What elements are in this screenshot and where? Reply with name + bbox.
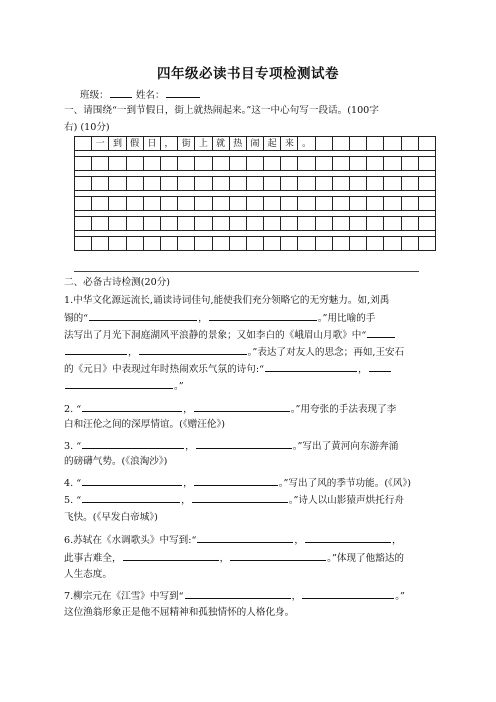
grid-cell[interactable]: 到 bbox=[109, 137, 126, 151]
grid-cell[interactable] bbox=[367, 137, 384, 151]
answer-blank[interactable] bbox=[302, 588, 394, 599]
section1-prompt-line2: 右) (10分) bbox=[64, 122, 110, 133]
grid-cell[interactable] bbox=[384, 177, 401, 191]
q1-line2: 锡的“ ， 。”用比喻的手 bbox=[64, 310, 375, 326]
answer-blank[interactable] bbox=[194, 475, 278, 486]
grid-cell[interactable] bbox=[350, 197, 367, 211]
grid-cell[interactable] bbox=[350, 157, 367, 171]
grid-cell[interactable] bbox=[264, 217, 281, 231]
grid-cell[interactable]: 一 bbox=[92, 137, 109, 151]
grid-cell[interactable] bbox=[264, 157, 281, 171]
grid-cell[interactable] bbox=[419, 197, 436, 211]
grid-cell[interactable] bbox=[75, 237, 92, 251]
grid-cell[interactable] bbox=[367, 217, 384, 231]
grid-cell[interactable] bbox=[384, 217, 401, 231]
grid-cell[interactable] bbox=[109, 237, 126, 251]
answer-blank[interactable] bbox=[139, 344, 247, 355]
q1-line5: 的《元日》中表现过年时热闹欢乐气氛的诗句:“ ， bbox=[64, 361, 392, 377]
q6-line1: 6.苏轼在《水调歌头》中写到:“ ， ， bbox=[64, 532, 402, 548]
q1-line4: ， 。”表达了对友人的思念；再如,王安石 bbox=[64, 344, 404, 360]
q4-line1: 4. “ ， 。”写出了风的季节功能。(《风》) bbox=[64, 475, 411, 491]
grid-cell[interactable] bbox=[92, 177, 109, 191]
grid-cell[interactable] bbox=[402, 217, 419, 231]
grid-cell[interactable] bbox=[213, 217, 230, 231]
grid-cell[interactable] bbox=[195, 237, 212, 251]
grid-cell[interactable]: 来 bbox=[281, 137, 298, 151]
grid-cell[interactable] bbox=[161, 197, 178, 211]
grid-cell[interactable] bbox=[350, 237, 367, 251]
grid-cell[interactable] bbox=[161, 217, 178, 231]
grid-cell[interactable] bbox=[419, 137, 436, 151]
grid-cell[interactable] bbox=[213, 237, 230, 251]
answer-blank[interactable] bbox=[82, 475, 182, 486]
grid-cell[interactable] bbox=[213, 177, 230, 191]
grid-cell[interactable] bbox=[195, 157, 212, 171]
student-info bbox=[80, 87, 201, 103]
grid-cell[interactable] bbox=[281, 177, 298, 191]
grid-cell[interactable] bbox=[109, 177, 126, 191]
answer-blank[interactable] bbox=[123, 550, 219, 561]
grid-cell[interactable]: 热 bbox=[230, 137, 247, 151]
grid-cell[interactable] bbox=[350, 137, 367, 151]
grid-cell[interactable] bbox=[195, 217, 212, 231]
grid-cell[interactable] bbox=[161, 157, 178, 171]
q7-line1: 7.柳宗元在《江雪》中写到“ ， 。” bbox=[64, 588, 405, 604]
grid-cell[interactable] bbox=[419, 217, 436, 231]
grid-cell[interactable] bbox=[402, 137, 419, 151]
grid-cell[interactable]: 假 bbox=[127, 137, 144, 151]
grid-cell[interactable] bbox=[213, 157, 230, 171]
grid-cell[interactable] bbox=[298, 157, 315, 171]
grid-cell[interactable] bbox=[178, 217, 195, 231]
q3-line2: 的磅礴气势。(《浪淘沙》) bbox=[64, 456, 168, 467]
grid-cell[interactable] bbox=[144, 237, 161, 251]
grid-cell[interactable] bbox=[230, 177, 247, 191]
q6-line3: 人生态度。 bbox=[64, 569, 112, 580]
grid-cell[interactable] bbox=[316, 217, 333, 231]
answer-blank[interactable] bbox=[230, 550, 326, 561]
answer-blank[interactable] bbox=[367, 327, 395, 338]
q3-line1: 3. “ ， 。”写出了黄河向东游奔涌 bbox=[64, 438, 398, 454]
q2-line2: 白和汪伦之间的深厚情谊。(《赠汪伦》) bbox=[64, 419, 225, 430]
grid-cell[interactable] bbox=[419, 177, 436, 191]
grid-cell[interactable] bbox=[247, 237, 264, 251]
grid-cell[interactable] bbox=[178, 177, 195, 191]
q1-line1: 1.中华文化源远流长,诵读诗词佳句,能使我们充分领略它的无穷魅力。如,刘禹 bbox=[64, 295, 390, 306]
grid-cell[interactable] bbox=[127, 157, 144, 171]
grid-cell[interactable] bbox=[419, 157, 436, 171]
grid-cell[interactable] bbox=[316, 237, 333, 251]
grid-cell[interactable] bbox=[419, 237, 436, 251]
grid-cell[interactable] bbox=[127, 217, 144, 231]
grid-cell[interactable] bbox=[144, 177, 161, 191]
grid-cell[interactable] bbox=[178, 237, 195, 251]
answer-blank[interactable] bbox=[192, 492, 288, 503]
grid-cell[interactable] bbox=[92, 237, 109, 251]
q2-line1: 2. “ ， 。”用夸张的手法表现了李 bbox=[64, 401, 396, 417]
q1-line6: 。” bbox=[64, 378, 184, 394]
grid-cell[interactable] bbox=[384, 157, 401, 171]
grid-cell[interactable] bbox=[247, 217, 264, 231]
grid-cell[interactable] bbox=[316, 137, 333, 151]
grid-cell[interactable]: 街 bbox=[178, 137, 195, 151]
grid-cell[interactable] bbox=[298, 237, 315, 251]
grid-cell[interactable] bbox=[402, 197, 419, 211]
grid-cell[interactable] bbox=[127, 197, 144, 211]
grid-cell[interactable] bbox=[333, 137, 350, 151]
answer-blank[interactable] bbox=[196, 438, 292, 449]
grid-cell[interactable] bbox=[75, 137, 92, 151]
name-label: 姓名： bbox=[135, 90, 165, 101]
grid-cell[interactable]: ， bbox=[161, 137, 178, 151]
grid-cell[interactable] bbox=[75, 177, 92, 191]
grid-cell[interactable] bbox=[144, 217, 161, 231]
grid-cell[interactable] bbox=[367, 197, 384, 211]
grid-cell[interactable] bbox=[384, 137, 401, 151]
grid-cell[interactable] bbox=[75, 197, 92, 211]
answer-blank[interactable] bbox=[82, 401, 182, 412]
page-title: 四年级必读书目专项检测试卷 bbox=[157, 66, 339, 82]
grid-cell[interactable] bbox=[92, 217, 109, 231]
grid-cell[interactable] bbox=[384, 237, 401, 251]
grid-cell[interactable] bbox=[195, 197, 212, 211]
grid-cell[interactable] bbox=[213, 197, 230, 211]
q6-line2: 此事古难全， ， 。”体现了他豁达的 bbox=[64, 550, 404, 566]
grid-cell[interactable] bbox=[109, 157, 126, 171]
grid-cell[interactable] bbox=[333, 177, 350, 191]
grid-cell[interactable] bbox=[195, 177, 212, 191]
grid-cell[interactable] bbox=[402, 157, 419, 171]
answer-blank[interactable] bbox=[209, 310, 317, 321]
class-label: 班级： bbox=[80, 90, 109, 101]
grid-cell[interactable] bbox=[161, 177, 178, 191]
writing-grid[interactable] bbox=[74, 136, 436, 251]
answer-blank[interactable] bbox=[369, 361, 391, 372]
class-blank[interactable] bbox=[110, 87, 132, 98]
q5-line2: 飞快。(《早发白帝城》) bbox=[64, 512, 158, 523]
grid-cell[interactable]: 起 bbox=[264, 137, 281, 151]
q5-line1: 5. “ ， 。”诗人以山影猿声烘托行舟 bbox=[64, 492, 404, 508]
grid-cell[interactable] bbox=[127, 177, 144, 191]
grid-cell[interactable] bbox=[402, 177, 419, 191]
q1-line3: 法写出了月光下洞庭湖风平浪静的景象；又如李白的《峨眉山月歌》中“ bbox=[64, 327, 396, 343]
answer-blank[interactable] bbox=[82, 438, 184, 449]
grid-cell[interactable] bbox=[109, 197, 126, 211]
answer-blank[interactable] bbox=[197, 532, 293, 543]
grid-cell[interactable] bbox=[264, 197, 281, 211]
name-blank[interactable] bbox=[166, 87, 200, 98]
section2-heading: 二、必备古诗检测(20分) bbox=[64, 277, 171, 288]
grid-cell[interactable]: 。 bbox=[298, 137, 315, 151]
section1-prompt-line1: 一、请围绕“一到节假日，街上就热闹起来。”这一中心句写一段话。(100字 bbox=[64, 105, 379, 116]
grid-cell[interactable] bbox=[264, 177, 281, 191]
grid-cell[interactable] bbox=[281, 237, 298, 251]
grid-cell[interactable] bbox=[230, 197, 247, 211]
grid-cell[interactable] bbox=[109, 217, 126, 231]
answer-blank[interactable] bbox=[82, 492, 180, 503]
grid-cell[interactable] bbox=[92, 197, 109, 211]
grid-cell[interactable] bbox=[350, 177, 367, 191]
grid-cell[interactable] bbox=[316, 197, 333, 211]
grid-cell[interactable] bbox=[298, 217, 315, 231]
grid-cell[interactable] bbox=[333, 157, 350, 171]
answer-blank[interactable] bbox=[89, 310, 197, 321]
grid-cell[interactable] bbox=[247, 177, 264, 191]
grid-cell[interactable] bbox=[144, 197, 161, 211]
grid-cell[interactable]: 闹 bbox=[247, 137, 264, 151]
grid-cell[interactable] bbox=[127, 237, 144, 251]
grid-cell[interactable] bbox=[316, 177, 333, 191]
grid-cell[interactable] bbox=[247, 157, 264, 171]
grid-cell[interactable] bbox=[281, 157, 298, 171]
grid-cell[interactable] bbox=[247, 197, 264, 211]
grid-cell[interactable] bbox=[298, 177, 315, 191]
grid-cell[interactable] bbox=[75, 157, 92, 171]
q7-line2: 这位渔翁形象正是他不屈精神和孤独情怀的人格化身。 bbox=[64, 607, 295, 618]
grid-cell[interactable] bbox=[316, 157, 333, 171]
answer-blank[interactable] bbox=[65, 344, 127, 355]
grid-cell[interactable] bbox=[298, 197, 315, 211]
grid-cell[interactable] bbox=[230, 217, 247, 231]
answer-blank[interactable] bbox=[194, 401, 290, 412]
grid-cell[interactable]: 就 bbox=[213, 137, 230, 151]
grid-cell[interactable] bbox=[230, 237, 247, 251]
grid-cell[interactable] bbox=[230, 157, 247, 171]
answer-blank[interactable] bbox=[265, 361, 357, 372]
answer-blank[interactable] bbox=[185, 588, 291, 599]
grid-cell[interactable] bbox=[281, 217, 298, 231]
grid-cell[interactable]: 日 bbox=[144, 137, 161, 151]
grid-cell[interactable] bbox=[367, 157, 384, 171]
grid-cell[interactable] bbox=[75, 217, 92, 231]
grid-cell[interactable] bbox=[178, 197, 195, 211]
grid-cell[interactable] bbox=[333, 237, 350, 251]
grid-cell[interactable] bbox=[281, 197, 298, 211]
grid-cell[interactable] bbox=[333, 197, 350, 211]
grid-cell[interactable] bbox=[333, 217, 350, 231]
grid-cell[interactable] bbox=[144, 157, 161, 171]
grid-cell[interactable] bbox=[178, 157, 195, 171]
grid-cell[interactable] bbox=[367, 177, 384, 191]
grid-cell[interactable] bbox=[264, 237, 281, 251]
answer-blank[interactable] bbox=[305, 532, 391, 543]
grid-cell[interactable] bbox=[161, 237, 178, 251]
answer-blank[interactable] bbox=[65, 378, 173, 389]
grid-cell[interactable]: 上 bbox=[195, 137, 212, 151]
grid-cell[interactable] bbox=[367, 237, 384, 251]
grid-cell[interactable] bbox=[350, 217, 367, 231]
grid-cell[interactable] bbox=[402, 237, 419, 251]
grid-cell[interactable] bbox=[384, 197, 401, 211]
section-divider bbox=[74, 271, 419, 272]
grid-cell[interactable] bbox=[92, 157, 109, 171]
